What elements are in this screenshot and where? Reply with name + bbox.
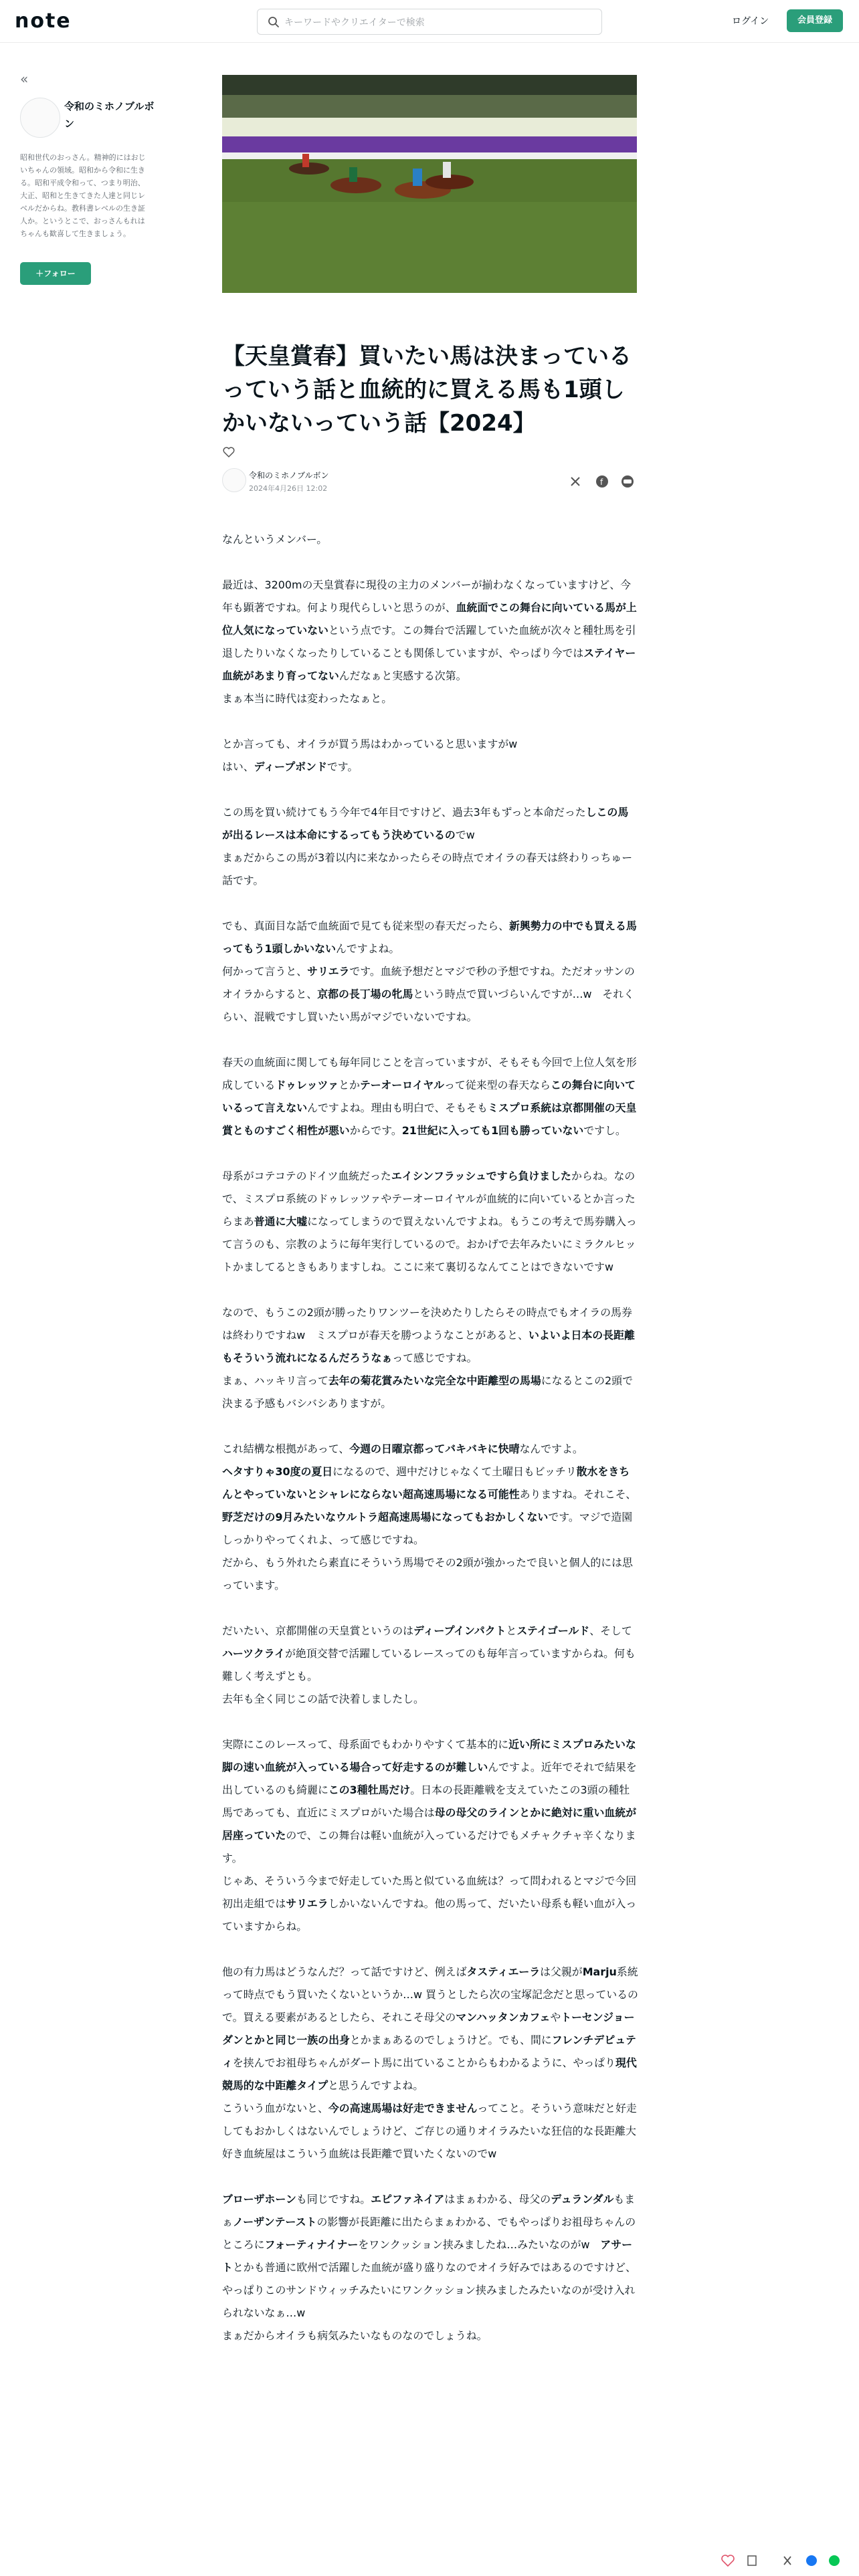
- heart-icon[interactable]: [722, 2555, 734, 2566]
- paragraph: この馬を買い続けてもう今年で4年目ですけど、過去3年もずっと本命だったしこの馬が出るレースは本命にするってもう決めているのでw まぁだからこの馬が3着以内に来なかったらその時点でオイラの春天は終わりっちゅー話です。: [222, 806, 633, 887]
- site-header: [0, 0, 859, 43]
- facebook-icon[interactable]: [596, 475, 608, 488]
- svg-text:f: f: [600, 477, 603, 487]
- article-author[interactable]: 令和のミホノブルボン: [249, 471, 329, 480]
- paragraph: ブローザホーンも同じですね。エピファネイアはまぁわかる、母父のデュランダルもまぁノーザンテーストの影響が長距離に出たらまぁわかる、でもやっぱりお祖母ちゃんのところにフォーティナイナーをワンクッション挟みましたね…みたいなのがw アサートとかも普通に欧州で活躍した血統が盛り盛りなのでオイラ好みではあるのですけど、やっぱりこのサンドウィッチみたいにワンクッション挟みましたみたいなのが受け入れられないなぁ…w まぁだからオイラも病気みたいなものなのでしょうね。: [222, 2193, 636, 2342]
- paragraph: 春天の血統面に関しても毎年同じことを言っていますが、そもそも今回で上位人気を形成しているドゥレッツァとかテーオーロイヤルって従来型の春天ならこの舞台に向いているって言えないんですよね。理由も明白で、そもそもミスプロ系統は京都開催の天皇賞とものすごく相性が悪いからです。21世紀に入っても1回も勝っていないですし。: [222, 1056, 637, 1137]
- paragraph: でも、真面目な話で血統面で見ても従来型の春天だったら、新興勢力の中でも買える馬ってもう1頭しかいないんですよね。 何かって言うと、サリエラです。血統予想だとマジで秒の予想ですね。ただオッサンのオイラからすると、京都の長丁場の牝馬という時点で買いづらいんですが…w それくらい、混戦ですし買いたい馬がマジでいないですね。: [222, 920, 637, 1023]
- share-icons: [569, 473, 637, 490]
- x-icon[interactable]: [571, 477, 579, 486]
- author-avatar[interactable]: [222, 468, 246, 492]
- search-icon: [267, 15, 280, 29]
- login-link[interactable]: ログイン: [732, 16, 769, 27]
- paragraph: 実際にこのレースって、母系面でもわかりやすくて基本的に近い所にミスプロみたいな脚の速い血統が入っている場合って好走するのが難しいんですよ。近年でそれで結果を出しているのも綺麗にこの3種牡馬だけ。日本の長距離戦を支えていたこの3頭の種牡馬であっても、直近にミスプロがいた場合は母の母父のラインとかに絶対に重い血統が居座っていたので、この舞台は軽い血統が入っているだけでもメチャクチャ辛くなります。 じゃあ、そういう今まで好走していた馬と似ている血統は？って問われるとマジで今回初出走組ではサリエラしかいないんですね。他の馬って、だいたい母系も軽い血が入っていますからね。: [222, 1738, 637, 1933]
- follow-icon: ＋: [35, 269, 44, 278]
- article-body: [222, 528, 638, 2370]
- paragraph: なので、もうこの2頭が勝ったりワンツーを決めたりしたらその時点でもオイラの馬券は終わりですねw ミスプロが春天を勝つようなことがあると、いよいよ日本の長距離もそういう流れになるんだろうなぁって感じですね。 まぁ、ハッキリ言って去年の菊花賞みたいな完全な中距離型の馬場になるとこの2頭で決まる予感もバシバシありますが。: [222, 1306, 635, 1410]
- follow-label: フォロー: [43, 269, 76, 278]
- author-bio: 昭和世代のおっさん。精神的にはおじいちゃんの領域。昭和から令和に生きる。昭和平成令和って、つまり明治、大正、昭和と生きてきた人達と同じレベルだからね。教科書レベルの生き証人か。というとこで、おっさんもれはちゃんも歓喜して生きましょう。: [20, 153, 146, 238]
- search-input[interactable]: [257, 9, 602, 35]
- floating-actions: [717, 2551, 859, 2571]
- paragraph: 他の有力馬はどうなんだ？って話ですけど、例えばタスティエーラは父親がMarju系統って時点でもう買いたくないというか…w 買うとしたら次の宝塚記念だと思っているので。買える要素があるとしたら、それこそ母父のマンハッタンカフェやトーセンジョーダンとかと同じ一族の出身とかまぁあるのでしょうけど。でも、間にフレンチデピュティを挟んでお祖母ちゃんがダート馬に出ていることからもわかるように、やっぱり現代競馬的な中距離タイプと思うんですよね。 こういう血がないと、今の高速馬場は好走できませんってこと。そういう意味だと好走してもおかしくはないんでしょうけど、ご存じの通りオイラみたいな狂信的な長距離大好き血統屋はこういう血統は長距離で買いたくないのでw: [222, 1965, 638, 2160]
- paragraph: 最近は、3200mの天皇賞春に現役の主力のメンバーが揃わなくなっていますけど、今年も顕著ですね。何より現代らしいと思うのが、血統面でこの舞台に向いている馬が上位人気になっていないという点です。この舞台で活躍していた血統が次々と種牡馬を引退したりいなくなったりしていることも関係していますが、やっぱり今ではステイヤー血統があまり育ってないんだなぁと実感する次第。 まぁ本当に時代は変わったなぁと。: [222, 578, 637, 705]
- signup-button[interactable]: 会員登録: [787, 9, 843, 32]
- hero-image: [222, 75, 637, 293]
- line-icon[interactable]: [829, 2555, 840, 2566]
- paragraph: なんというメンバー。: [222, 533, 328, 546]
- heart-icon[interactable]: [222, 445, 235, 459]
- follow-button[interactable]: [20, 262, 91, 285]
- collapse-icon[interactable]: «: [20, 71, 29, 87]
- paragraph: 母系がコテコテのドイツ血統だったエイシンフラッシュですら負けましたからね。なので、ミスプロ系統のドゥレッツァやテーオーロイヤルが血統的に向いているとか言ったらまあ普通に大嘘になってしまうので買えないんですよね。もうこの考えで馬券購入って言うのも、宗教のように毎年実行しているので。おかげで去年みたいにミラクルヒットかましてるときもありますしね。ここに来て裏切るなんてことはできないですw: [222, 1170, 637, 1273]
- paragraph: だいたい、京都開催の天皇賞というのはディープインパクトとステイゴールド、そしてハーツクライが絶頂交替で活躍しているレースってのも毎年言っていますからね。何も難しく考えずとも。 去年も全く同じこの話で決着しましたし。: [222, 1624, 636, 1705]
- search-placeholder: キーワードやクリエイターで検索: [284, 17, 425, 28]
- line-icon[interactable]: [622, 475, 634, 488]
- avatar[interactable]: [20, 98, 60, 138]
- note-logo[interactable]: note: [15, 9, 72, 33]
- paragraph: これ結構な根拠があって、今週の日曜京都ってバキバキに快晴なんですよ。 ヘタすりゃ30度の夏日になるので、週中だけじゃなくて土曜日もビッチリ散水をきちんとやっていないとシャレにならない超高速馬場になる可能性ありますね。それこそ、野芝だけの9月みたいなウルトラ超高速馬場になってもおかしくないです。マジで造園しっかりやってくれよ、って感じですね。 だから、もう外れたら素直にそういう馬場でその2頭が強かったで良いと個人的には思っています。: [222, 1442, 637, 1592]
- x-icon[interactable]: [784, 2557, 791, 2565]
- article-title: 【天皇賞春】買いたい馬は決まっているっていう話と血統的に買える馬も1頭しかいないっていう話【2024】: [222, 343, 632, 437]
- author-name[interactable]: 令和のミホノブルボン: [64, 100, 155, 130]
- magazine-icon[interactable]: [748, 2556, 756, 2565]
- article-date: 2024年4月26日 12:02: [249, 484, 328, 493]
- facebook-icon[interactable]: [806, 2555, 817, 2566]
- paragraph: とか言っても、オイラが買う馬はわかっていると思いますがw はい、ディープボンドです。: [222, 738, 518, 773]
